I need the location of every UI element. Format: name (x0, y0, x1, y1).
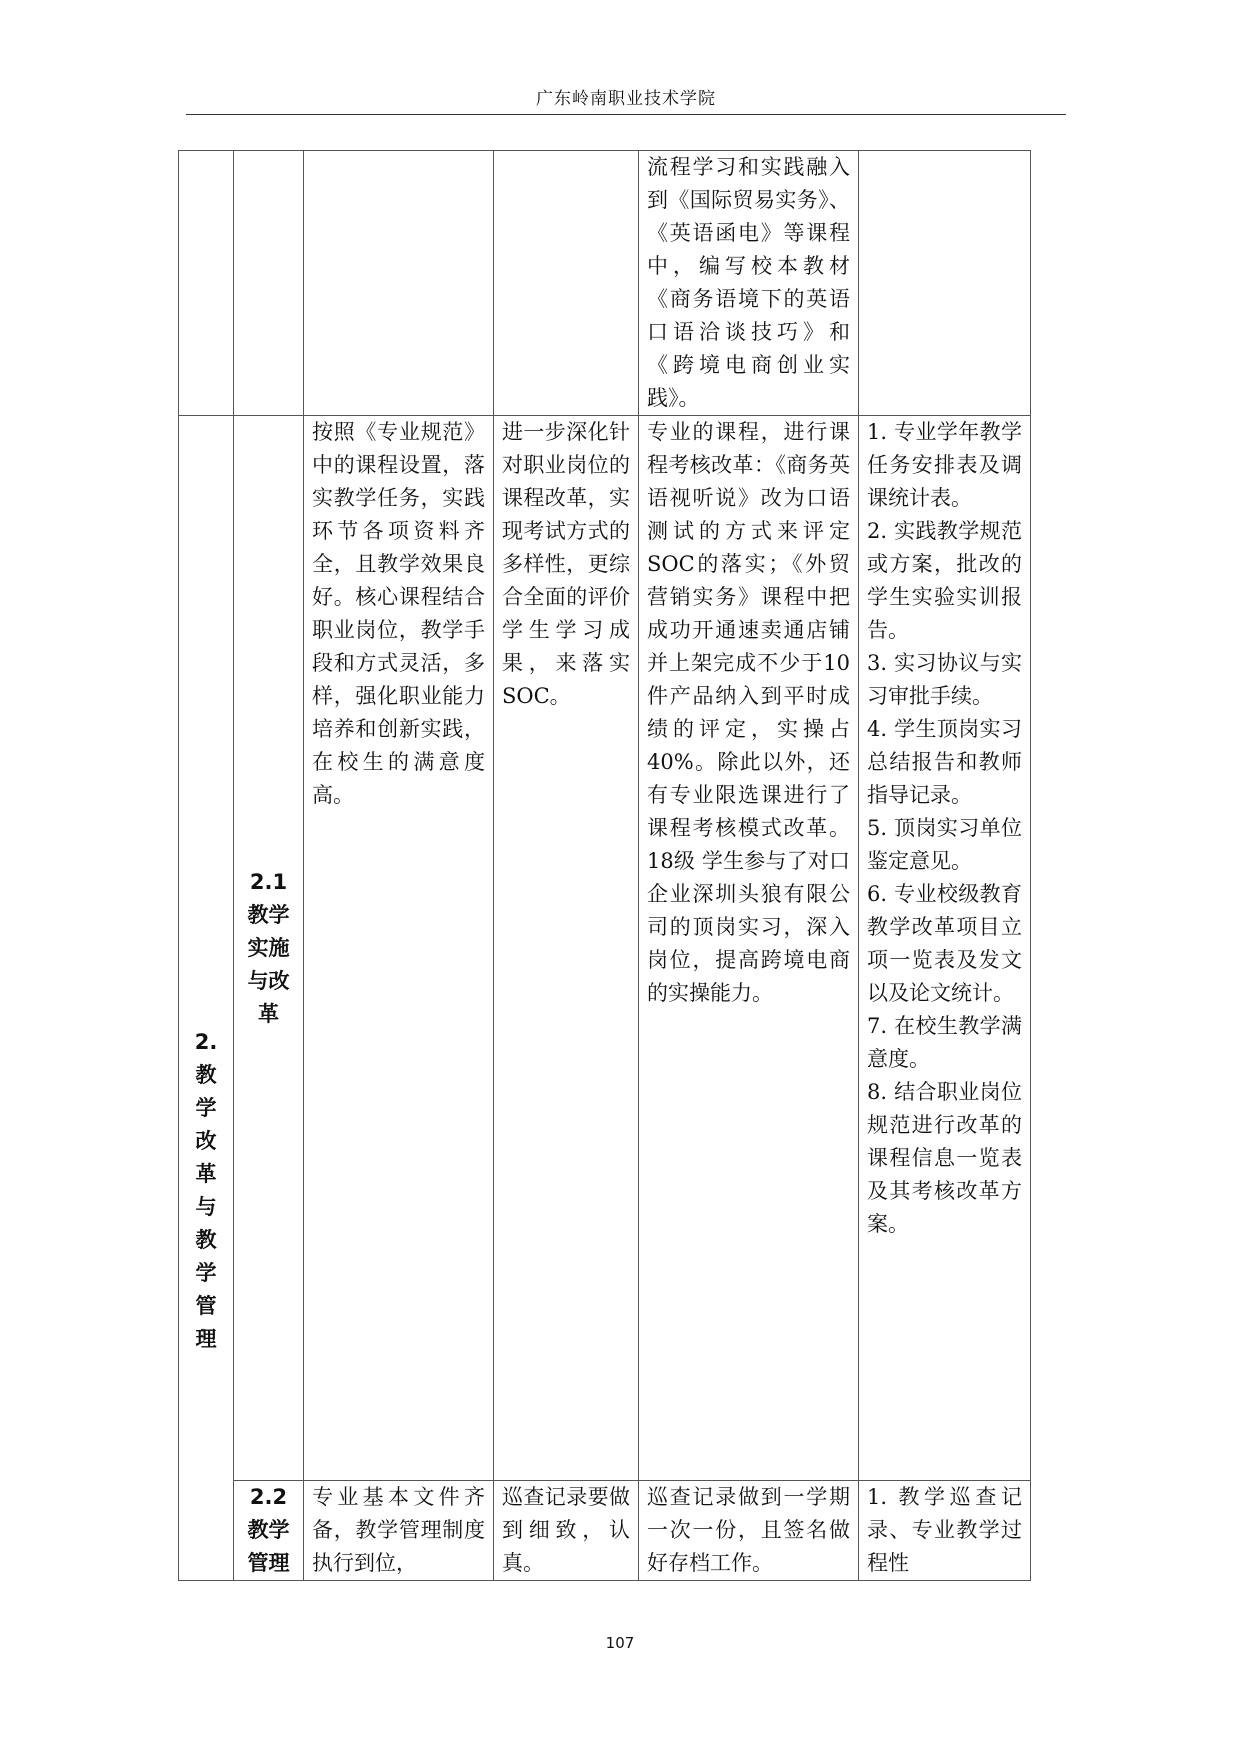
page-header: 广东岭南职业技术学院 (536, 89, 716, 109)
table-row-continuation (179, 151, 1031, 416)
evidence-item: 1. 专业学年教学任务安排表及调课统计表。 (867, 420, 1022, 510)
cell-status-continued: 流程学习和实践融入到《国际贸易实务》、《英语函电》等课程中，编写校本教材《商务语境下的英语口语洽谈技巧》和《跨境电商创业实践》。 (639, 151, 859, 416)
cell-empty (234, 151, 304, 416)
evidence-item: 2. 实践教学规范或方案，批改的学生实验实训报告。 (867, 519, 1022, 642)
section-label-2 (179, 416, 234, 1581)
cell-empty (304, 151, 494, 416)
cell-empty (859, 151, 1031, 416)
section-title: 教学改革与教学管理 (195, 1062, 217, 1351)
evidence-item: 7. 在校生教学满意度。 (867, 1014, 1022, 1071)
cell-standard: 专业基本文件齐备，教学管理制度执行到位， (304, 1481, 494, 1581)
evidence-item: 8. 结合职业岗位规范进行改革的课程信息一览表及其考核改革方案。 (867, 1080, 1022, 1236)
cell-status: 专业的课程，进行课程考核改革：《商务英语视听说》改为口语测试的方式来评定SOC的落实；《外贸营销实务》课程中把成功开通速卖通店铺并上架完成不少于10件产品纳入到平时成绩的评定，实操占40%。除此以外，还有专业限选课进行了课程考核模式改革。18级 学生参与了对口企业深圳头狼有限公司的顶岗实习，深入岗位，提高跨境电商的实操能力。 (639, 416, 859, 1481)
subsection-title: 教学管理 (247, 1518, 290, 1575)
evidence-item: 3. 实习协议与实习审批手续。 (867, 651, 1022, 708)
subsection-title: 教学实施与改革 (247, 902, 290, 1026)
cell-suggestion: 巡查记录要做到细致，认真。 (494, 1481, 639, 1581)
section-number: 2. (194, 1029, 218, 1054)
cell-empty (179, 151, 234, 416)
cell-standard: 按照《专业规范》中的课程设置，落实教学任务，实践环节各项资料齐全，且教学效果良好。核心课程结合职业岗位，教学手段和方式灵活，多样，强化职业能力培养和创新实践，在校生的满意度高。 (304, 416, 494, 1481)
evidence-item: 4. 学生顶岗实习总结报告和教师指导记录。 (867, 717, 1022, 807)
subsection-label-2-1 (234, 416, 304, 1481)
subsection-label-2-2 (234, 1481, 304, 1581)
cell-status: 巡查记录做到一学期一次一份，且签名做好存档工作。 (639, 1481, 859, 1581)
evidence-item: 6. 专业校级教育教学改革项目立项一览表及发文以及论文统计。 (867, 882, 1022, 1005)
table-row-2-2 (179, 1481, 1031, 1581)
subsection-number: 2.1 (249, 869, 288, 894)
cell-suggestion: 进一步深化针对职业岗位的课程改革，实现考试方式的多样性，更综合全面的评价学生学习成果，来落实SOC。 (494, 416, 639, 1481)
cell-empty (494, 151, 639, 416)
page-number: 107 (605, 1634, 635, 1652)
subsection-number: 2.2 (249, 1485, 288, 1509)
header-rule (186, 114, 1066, 115)
cell-evidence: 1. 教学巡查记录、专业教学过程性 (859, 1481, 1031, 1581)
evidence-item: 5. 顶岗实习单位鉴定意见。 (867, 816, 1022, 873)
table-row-2-1 (179, 416, 1031, 1481)
cell-evidence (859, 416, 1031, 1481)
evaluation-table (178, 150, 1031, 1581)
